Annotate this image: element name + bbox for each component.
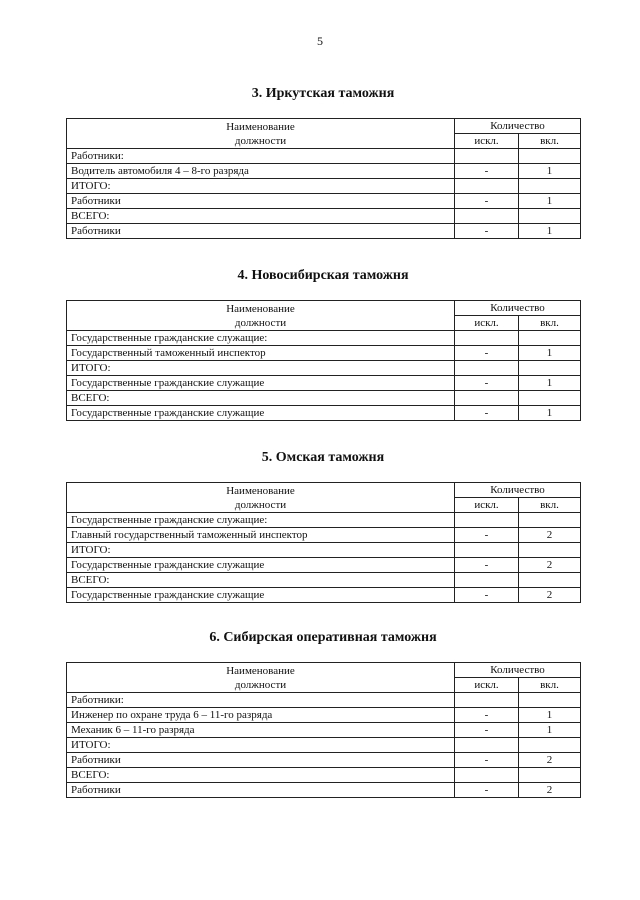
section-title: 4. Новосибирская таможня: [237, 268, 409, 283]
quantity-header: Количество: [455, 301, 581, 316]
table-row: Государственный таможенный инспектор - 1: [67, 346, 581, 361]
section-title: 3. Иркутская таможня: [251, 86, 395, 101]
position-name-header: Наименование должности: [67, 119, 455, 149]
table-row: ВСЕГО:: [67, 391, 581, 406]
section-title: 5. Омская таможня: [261, 450, 385, 465]
table-row: Государственные гражданские служащие:: [67, 513, 581, 528]
position-name-header: Наименование должности: [67, 301, 455, 331]
table-row: Работники:: [67, 149, 581, 164]
table-row: ИТОГО:: [67, 179, 581, 194]
table-row: ИТОГО:: [67, 738, 581, 753]
table-row: Работники:: [67, 693, 581, 708]
position-name-header: Наименование должности: [67, 483, 455, 513]
excluded-header: искл.: [455, 316, 519, 331]
included-header: вкл.: [519, 498, 581, 513]
table-row: Механик 6 – 11-го разряда - 1: [67, 723, 581, 738]
table-row: Государственные гражданские служащие - 1: [67, 406, 581, 421]
staff-table: [66, 300, 581, 421]
quantity-header: Количество: [455, 483, 581, 498]
included-header: вкл.: [519, 316, 581, 331]
section-omsk: [66, 450, 580, 603]
staff-table: [66, 482, 581, 603]
included-header: вкл.: [519, 134, 581, 149]
table-row: Работники - 2: [67, 783, 581, 798]
excluded-header: искл.: [455, 498, 519, 513]
table-row: Государственные гражданские служащие - 2: [67, 588, 581, 603]
table-row: Инженер по охране труда 6 – 11-го разряда - 1: [67, 708, 581, 723]
table-row: Государственные гражданские служащие - 2: [67, 558, 581, 573]
table-row: ВСЕГО:: [67, 768, 581, 783]
excluded-header: искл.: [455, 678, 519, 693]
quantity-header: Количество: [455, 119, 581, 134]
table-row: Водитель автомобиля 4 – 8-го разряда - 1: [67, 164, 581, 179]
table-row: ВСЕГО:: [67, 209, 581, 224]
table-row: Работники - 1: [67, 224, 581, 239]
section-siberian-operational: [66, 630, 580, 798]
table-row: Главный государственный таможенный инспектор - 2: [67, 528, 581, 543]
table-row: ИТОГО:: [67, 543, 581, 558]
table-row: Государственные гражданские служащие:: [67, 331, 581, 346]
table-row: Государственные гражданские служащие - 1: [67, 376, 581, 391]
section-title: 6. Сибирская оперативная таможня: [209, 630, 437, 645]
included-header: вкл.: [519, 678, 581, 693]
excluded-header: искл.: [455, 134, 519, 149]
table-row: ИТОГО:: [67, 361, 581, 376]
staff-table: [66, 662, 581, 798]
section-novosibirsk: [66, 268, 580, 421]
position-name-header: Наименование должности: [67, 663, 455, 693]
table-row: Работники - 1: [67, 194, 581, 209]
staff-table: [66, 118, 581, 239]
quantity-header: Количество: [455, 663, 581, 678]
section-irkutsk: [66, 86, 580, 239]
table-row: Работники - 2: [67, 753, 581, 768]
page-number: 5: [317, 34, 323, 48]
table-row: ВСЕГО:: [67, 573, 581, 588]
